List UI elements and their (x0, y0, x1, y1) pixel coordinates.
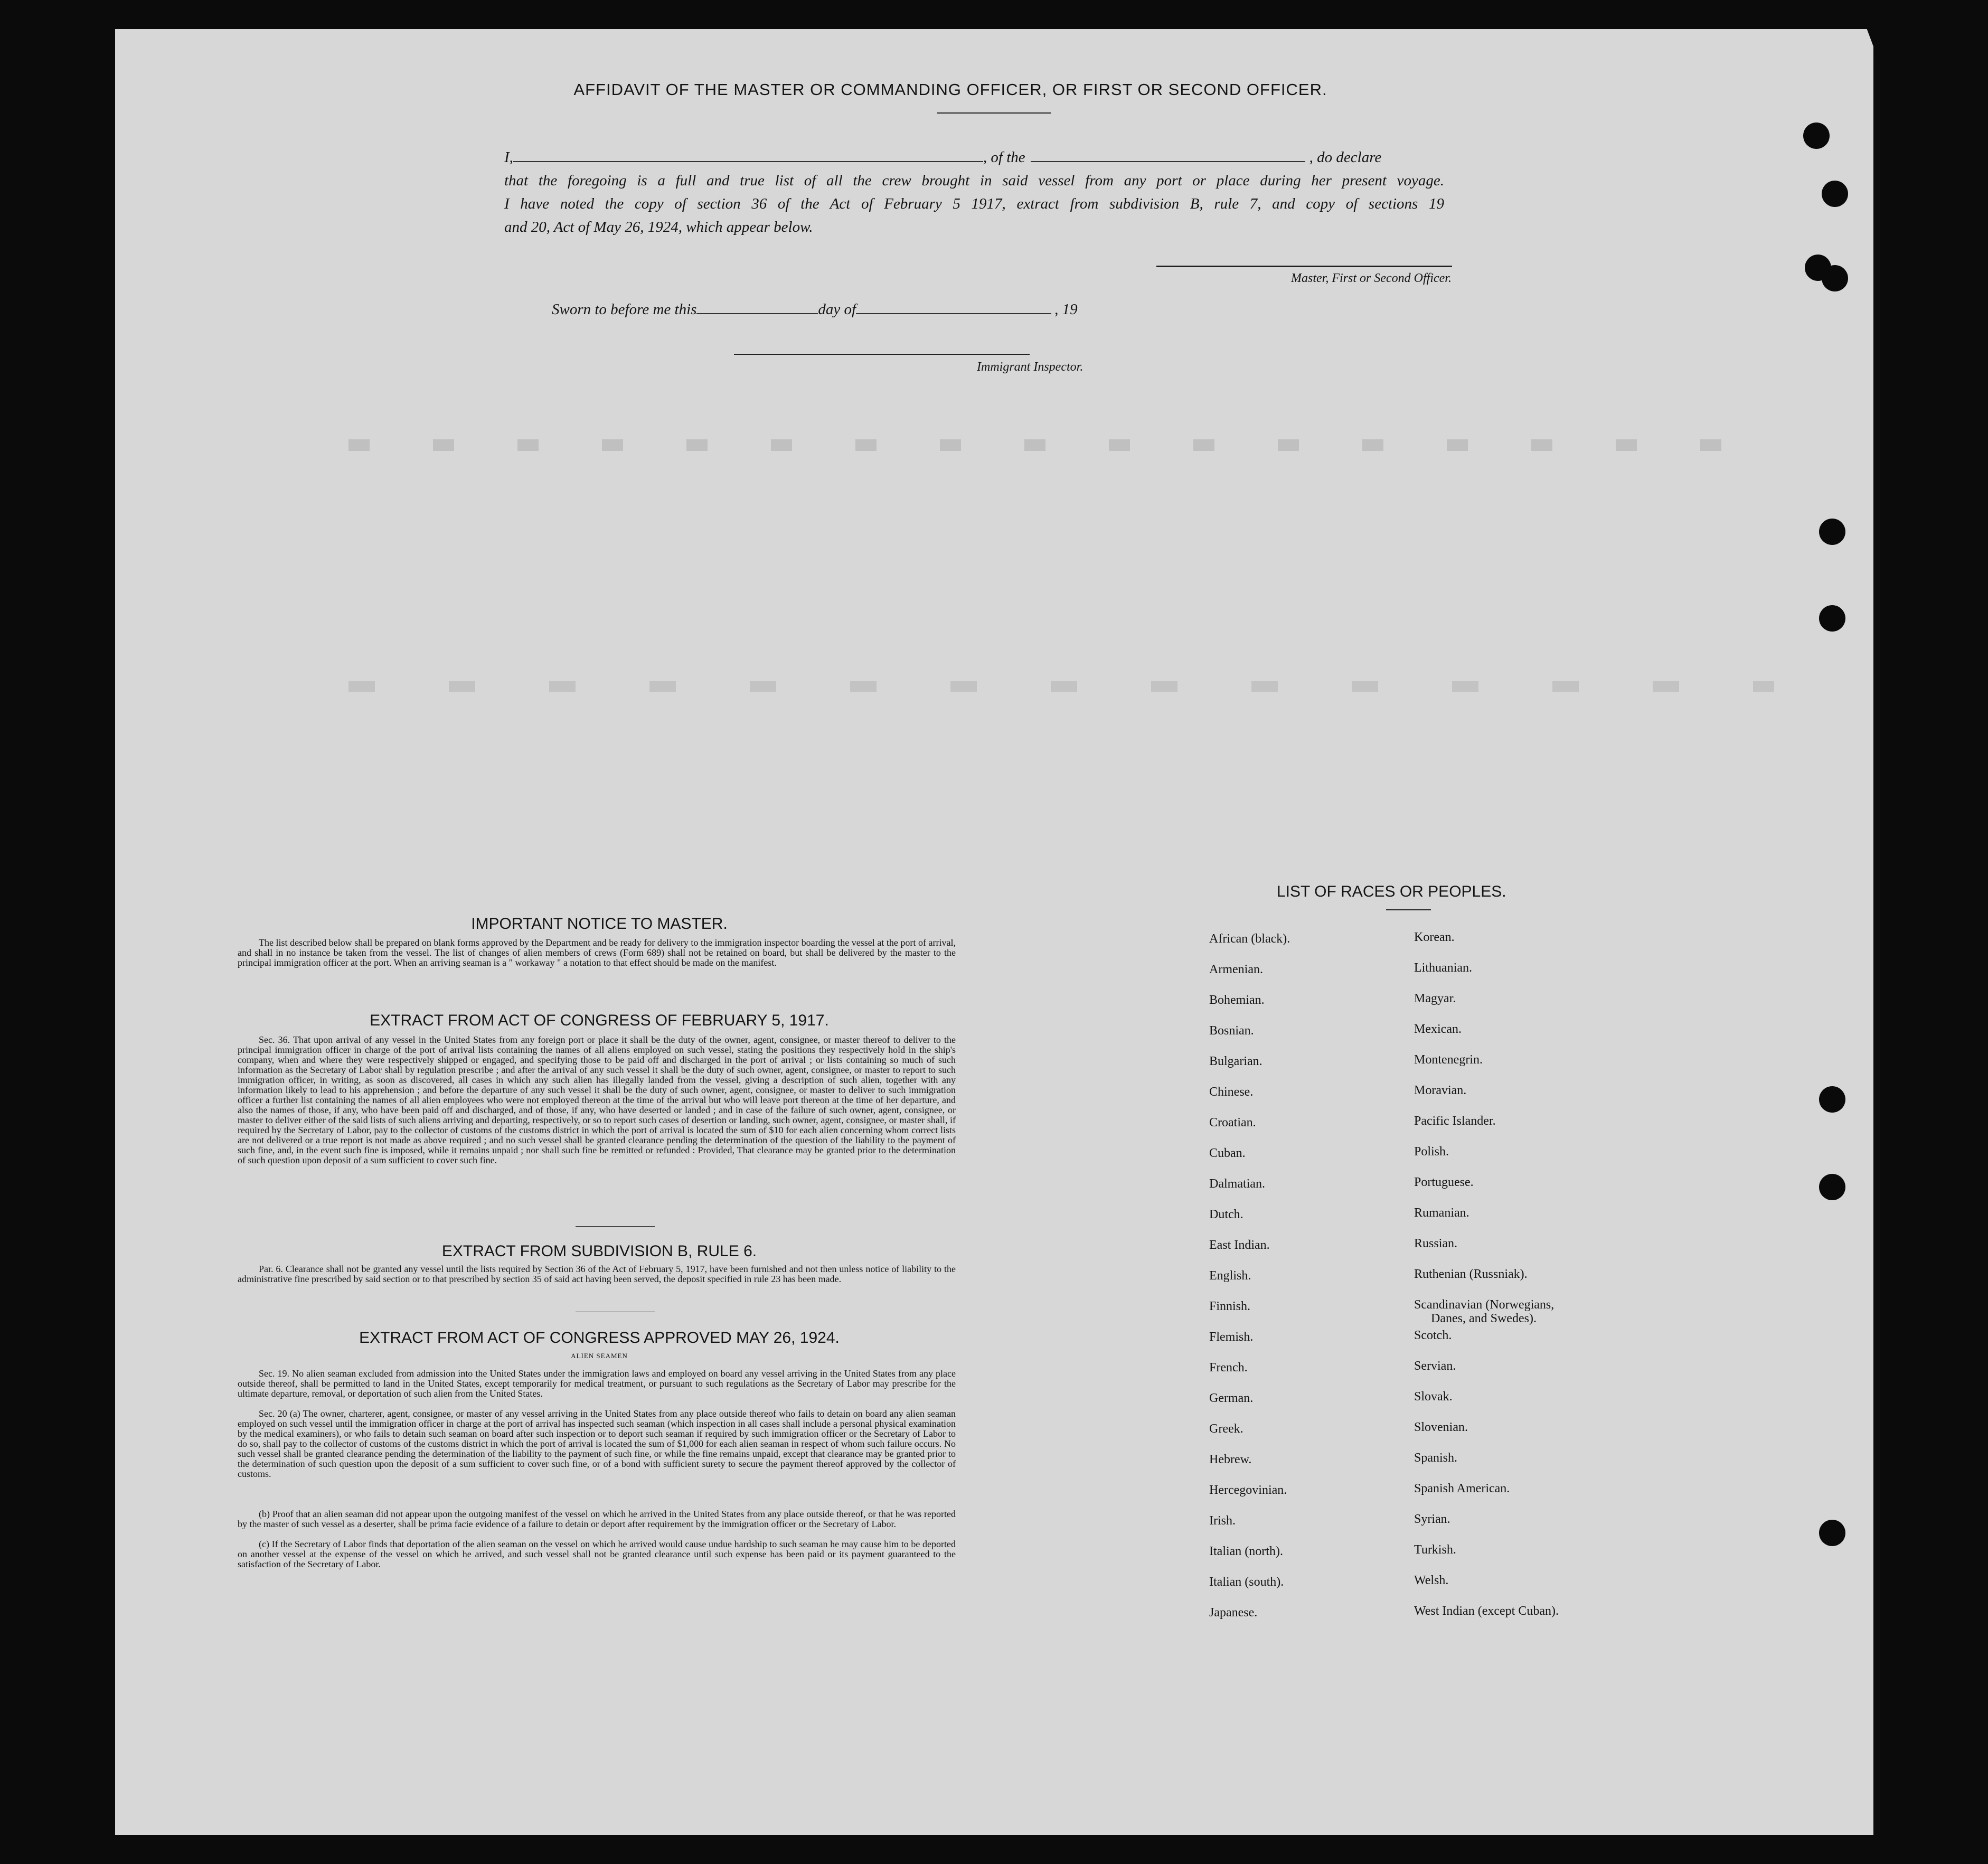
notice-title: IMPORTANT NOTICE TO MASTER. (471, 915, 728, 933)
race-item-continuation: Danes, and Swedes). (1431, 1312, 1537, 1325)
punch-hole (1819, 1174, 1845, 1200)
race-item: English. (1209, 1269, 1251, 1283)
punch-hole (1819, 1086, 1845, 1113)
affidavit-declare: , do declare (1309, 149, 1382, 166)
sworn-text: Sworn to before me this (552, 301, 697, 318)
extract-1924-sec20c: (c) If the Secretary of Labor finds that deportation of the alien seaman on the vessel on which he arrived would cause undue hardship to such seaman he may cause him to be deported on another vessel at the expense of the vessel on which he arrived, and such vessel shall not be granted clearance until such expense has been paid or its payment guaranteed to the satisfaction of the Secretary of Labor. (238, 1539, 956, 1569)
inspector-signature-line[interactable] (734, 354, 1030, 355)
race-item: Servian. (1414, 1359, 1456, 1373)
race-item: Dalmatian. (1209, 1177, 1265, 1191)
race-item: Mexican. (1414, 1022, 1462, 1036)
race-item: Ruthenian (Russniak). (1414, 1267, 1528, 1281)
race-item: Scotch. (1414, 1329, 1452, 1342)
notice-body: The list described below shall be prepared on blank forms approved by the Department and be ready for delivery to the immigration inspector boarding the vessel at the port of arrival, and shall in no instance be taken from the vessel. The list of changes of alien members of crews (Form 689) shall not be retained on board, but shall be delivered by the master to the principal immigration officer at the port. When an arriving seaman is a " workaway " a notation to that effect should be made on the manifest. (238, 937, 956, 968)
affidavit-line-3: I have noted the copy of section 36 of the Act of February 5 1917, extract from subdivision B, rule 7, and copy of sections 19 (504, 195, 1444, 212)
master-caption: Master, First or Second Officer. (1291, 271, 1452, 285)
race-item: Montenegrin. (1414, 1053, 1483, 1067)
affidavit-of-the: , of the (983, 149, 1025, 166)
race-item: West Indian (except Cuban). (1414, 1604, 1559, 1618)
punch-hole (1803, 123, 1830, 149)
race-item: Pacific Islander. (1414, 1114, 1496, 1128)
sworn-month-field[interactable] (856, 302, 1051, 314)
race-item: Irish. (1209, 1514, 1236, 1528)
section-divider (576, 1226, 655, 1227)
inspector-caption: Immigrant Inspector. (977, 360, 1083, 374)
race-item: Bosnian. (1209, 1024, 1254, 1038)
vessel-field[interactable] (1031, 149, 1305, 162)
race-item: Scandinavian (Norwegians, (1414, 1298, 1554, 1312)
race-item: East Indian. (1209, 1238, 1270, 1252)
race-item: Armenian. (1209, 963, 1263, 976)
sworn-day-field[interactable] (696, 302, 818, 314)
race-item: Moravian. (1414, 1084, 1467, 1097)
race-item: Dutch. (1209, 1208, 1243, 1221)
punch-hole (1819, 1520, 1845, 1546)
race-item: Croatian. (1209, 1116, 1256, 1129)
race-item: Rumanian. (1414, 1206, 1469, 1220)
race-item: Finnish. (1209, 1300, 1251, 1313)
extract-1924-sec20b: (b) Proof that an alien seaman did not appear upon the outgoing manifest of the vessel on which he arrived in the United States from any place outside thereof, or that he was reported by the master of such vessel as a deserter, shall be prima facie evidence of a failure to detain or deport after requirement by the immigration officer or the Secretary of Labor. (238, 1509, 956, 1529)
title-underline (937, 112, 1051, 114)
extract-1924-title: EXTRACT FROM ACT OF CONGRESS APPROVED MAY 26, 1924. (359, 1329, 840, 1347)
bleed-through-row (348, 439, 1774, 451)
race-item: Italian (north). (1209, 1545, 1283, 1558)
race-item: Slovenian. (1414, 1420, 1468, 1434)
race-item: Greek. (1209, 1422, 1243, 1436)
affidavit-line-2: that the foregoing is a full and true list of all the crew brought in said vessel from any port or place during her present voyage. (504, 172, 1444, 189)
extract-1917-title: EXTRACT FROM ACT OF CONGRESS OF FEBRUARY 5, 1917. (370, 1012, 829, 1029)
race-item: Cuban. (1209, 1146, 1246, 1160)
extract-1924-subtitle: ALIEN SEAMEN (571, 1352, 628, 1360)
extract-1917-body: Sec. 36. That upon arrival of any vessel in the United States from any foreign port or place it shall be the duty of the owner, agent, consignee, or master thereof to deliver to the principal immigration officer in charge of the port of arrival lists containing the names of all aliens employed on such vessel, stating the positions they respectively hold in the ship's company, when and where they were respectively shipped or engaged, and specifying those to be paid off and discharged in the port of arrival ; or lists containing so much of such information as the Secretary of Labor shall by regulation prescribe ; and after the arrival of any such vessel it shall be the duty of such owner, agent, consignee, or master to report to such immigration officer, in writing, as soon as discovered, all cases in which any such alien has illegally landed from the vessel, giving a description of such alien, together with any information likely to lead to his apprehension ; and before the departure of any such vessel it shall be the duty of such owner, agent, consignee, or master to deliver to such immigration officer a further list containing the names of all alien employees who were not employed thereon at the time of the arrival but who will leave port thereon at the time of her departure, and also the names of those, if any, who have been paid off and discharged, and of those, if any, who have deserted or landed ; and in case of the failure of such owner, agent, consignee, or master to deliver either of the said lists of such aliens arriving and departing, respectively, or so to report such cases of desertion or landing, such owner, agent, consignee, or master shall, if required by the Secretary of Labor, pay to the collector of customs of the customs district in which the port of arrival is located the sum of $10 for each alien concerning whom correct lists are not delivered or a true report is not made as above required ; and no such vessel shall be granted clearance pending the determination of the question of the liability to the payment of such fine, and, in the event such fine is imposed, while it remains unpaid ; nor shall such fine be remitted or refunded : Provided, That clearance may be granted prior to the determination of such question upon deposit of a sum sufficient to cover such fine. (238, 1034, 956, 1165)
race-item: Spanish. (1414, 1451, 1458, 1465)
punch-hole (1822, 181, 1848, 207)
race-item: Russian. (1414, 1237, 1458, 1250)
race-item: Lithuanian. (1414, 961, 1472, 975)
race-item: Syrian. (1414, 1512, 1450, 1526)
race-item: Bulgarian. (1209, 1055, 1262, 1068)
races-title: LIST OF RACES OR PEOPLES. (1277, 883, 1506, 900)
affidavit-title: AFFIDAVIT OF THE MASTER OR COMMANDING OFFICER, OR FIRST OR SECOND OFFICER. (573, 80, 1327, 99)
name-field[interactable] (513, 149, 983, 162)
race-item: Polish. (1414, 1145, 1449, 1159)
race-item: Hercegovinian. (1209, 1483, 1287, 1497)
race-item: Portuguese. (1414, 1175, 1474, 1189)
sworn-line (552, 301, 1078, 318)
punch-hole (1819, 605, 1845, 632)
affidavit-i: I, (504, 149, 513, 166)
affidavit-line-1 (504, 149, 1444, 166)
race-item: Chinese. (1209, 1085, 1254, 1099)
torn-corner (1864, 21, 1880, 63)
race-item: German. (1209, 1391, 1254, 1405)
race-item: African (black). (1209, 932, 1290, 946)
bleed-through-row (348, 681, 1774, 692)
race-item: Hebrew. (1209, 1453, 1252, 1466)
punch-hole (1819, 519, 1845, 545)
race-item: Italian (south). (1209, 1575, 1284, 1589)
sworn-year: , 19 (1054, 301, 1078, 318)
race-item: French. (1209, 1361, 1248, 1375)
extract-1924-sec20a: Sec. 20 (a) The owner, charterer, agent, consignee, or master of any vessel arriving in the United States from any place outside thereof who fails to detain on board any alien seaman employed on such vessel until the immigration officer in charge at the port of arrival has inspected such seaman (which inspection in all cases shall include a personal physical examination by the medical examiners), or who fails to detain such seaman on board after such inspection or to deport such seaman if required by such immigration officer or the Secretary of Labor to do so, shall pay to the collector of customs of the customs district in which the port of arrival is located the sum of $1,000 for each alien seaman in respect of whom such failure occurs. No such vessel shall be granted clearance pending the determination of the liability to the payment of such fine, or while the fine remains unpaid, except that clearance may be granted prior to the determination of such question upon the deposit of a sum sufficient to cover such fine, or of a bond with sufficient surety to secure the payment thereof approved by the collector of customs. (238, 1408, 956, 1479)
master-signature-line[interactable] (1156, 266, 1452, 267)
race-item: Spanish American. (1414, 1482, 1510, 1495)
affidavit-line-4: and 20, Act of May 26, 1924, which appear below. (504, 219, 813, 236)
subdivision-b-title: EXTRACT FROM SUBDIVISION B, RULE 6. (441, 1242, 757, 1260)
race-item: Magyar. (1414, 992, 1456, 1005)
sworn-day-of: day of (818, 301, 856, 318)
extract-1924-sec19: Sec. 19. No alien seaman excluded from admission into the United States under the immigration laws and employed on board any vessel arriving in the United States from any place outside thereof, shall be permitted to land in the United States, except temporarily for medical treatment, or pursuant to such regulations as the Secretary of Labor may prescribe for the ultimate departure, removal, or deportation of such alien from the United States. (238, 1368, 956, 1399)
race-item: Japanese. (1209, 1606, 1258, 1620)
race-item: Korean. (1414, 930, 1455, 944)
race-item: Turkish. (1414, 1543, 1456, 1557)
subdivision-b-body: Par. 6. Clearance shall not be granted any vessel until the lists required by Section 36 of the Act of February 5, 1917, have been furnished and not then unless notice of liability to the administrative fine prescribed by said section or to that prescribed by section 35 of said act having been served, the deposit specified in rule 23 has been made. (238, 1264, 956, 1284)
punch-hole (1822, 265, 1848, 291)
race-item: Slovak. (1414, 1390, 1453, 1404)
race-item: Flemish. (1209, 1330, 1254, 1344)
race-item: Welsh. (1414, 1574, 1449, 1587)
race-item: Bohemian. (1209, 993, 1265, 1007)
races-title-underline (1386, 909, 1431, 910)
